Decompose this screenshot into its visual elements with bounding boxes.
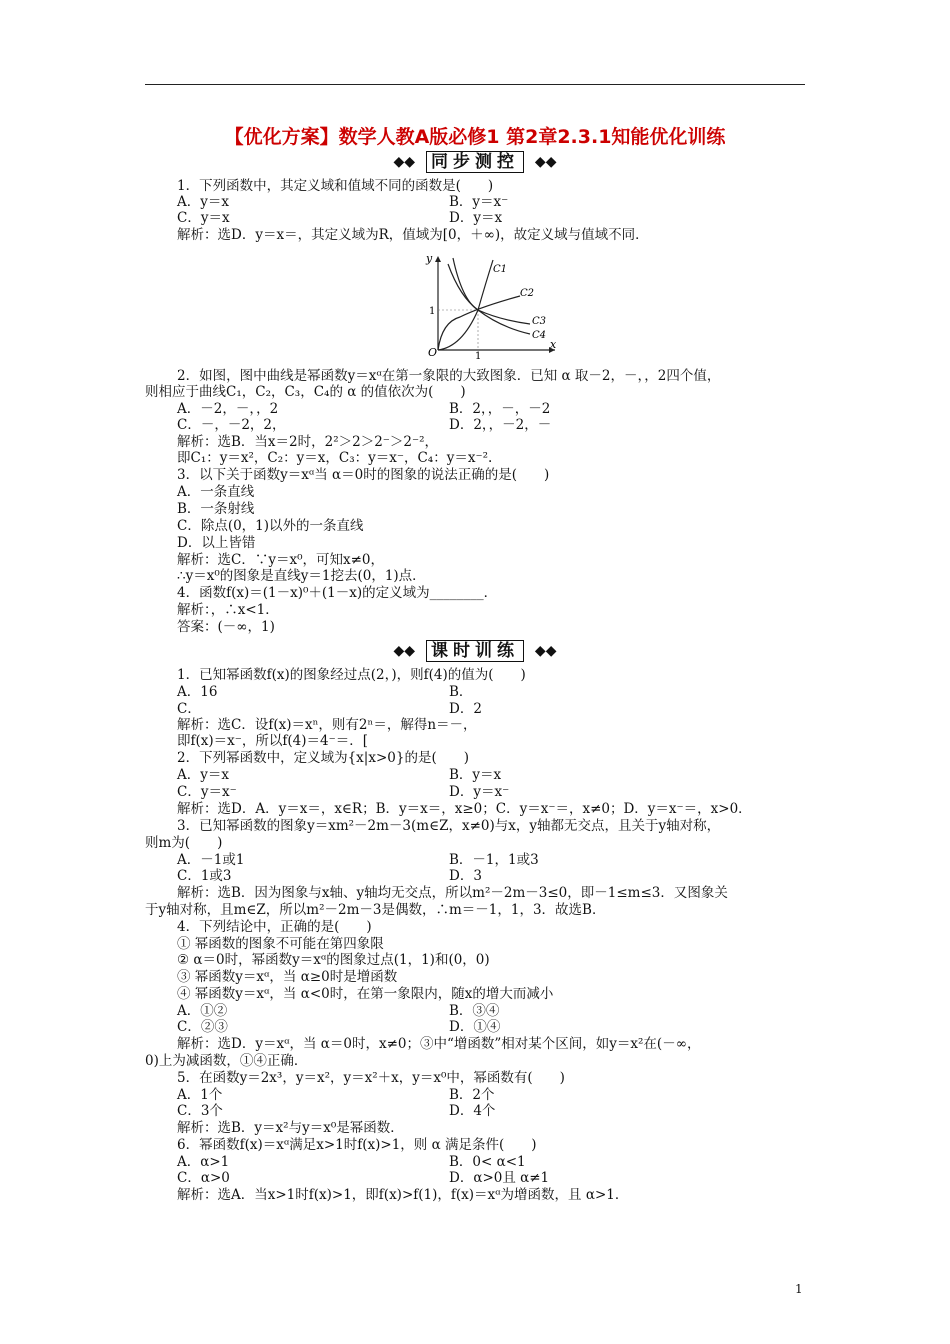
option-d: D．①④ [449,1019,501,1035]
option-c: C．除点(0，1)以外的一条直线 [177,518,364,534]
question-stem: 则相应于曲线C₁，C₂，C₃，C₄的 α 的值依次为( ) [145,384,466,400]
question-stem: 3．已知幂函数的图象y＝xm²－2m－3(m∈Z，x≠0)与x，y轴都无交点，且关于y轴对称， [177,818,721,834]
y-tick-label: 1 [429,306,436,317]
page-number: 1 [795,1282,803,1296]
option-a: A．①② [177,1003,228,1019]
curve-label-c1: C1 [493,264,508,275]
option-c: C．②③ [177,1019,228,1035]
option-c: C．1或3 [177,868,232,884]
answer-text: 答案：(－∞，1) [177,619,275,635]
option-c: C．y＝x [177,210,230,226]
option-d: D．3 [449,868,482,884]
statement-4: ④ 幂函数y＝xᵅ，当 α<0时，在第一象限内，随x的增大而减小 [177,986,554,1002]
question-stem: 3．以下关于函数y＝xᵅ当 α＝0时的图象的说法正确的是( ) [177,467,550,483]
diamond-icon: ◆◆ [534,154,557,170]
section-banner-homework [0,640,950,662]
statement-2: ② α＝0时，幂函数y＝xᵅ的图象过点(1，1)和(0，0) [177,952,490,968]
question-stem: 6．幂函数f(x)＝xᵅ满足x>1时f(x)>1，则 α 满足条件( ) [177,1137,537,1153]
option-d: D．2 [449,701,482,717]
x-axis-label: x [550,338,557,351]
curve-label-c2: C2 [520,288,535,299]
option-b: B．2个 [449,1087,495,1103]
analysis-text: 解析：选B．当x＝2时，2²＞2＞2⁻＞2⁻²， [177,434,439,450]
statement-3: ③ 幂函数y＝xᵅ，当 α≥0时是增函数 [177,969,398,985]
question-stem: 4．函数f(x)＝(1－x)⁰＋(1－x)的定义域为________． [177,585,498,601]
option-b: B．2，，－，－2 [449,401,551,417]
option-c: C．α>0 [177,1170,230,1186]
option-c: C．－，－2，2， [177,417,286,433]
option-a: A．y＝x [177,194,229,210]
analysis-text: 于y轴对称，且m∈Z，所以m²－2m－3是偶数，∴m＝－1，1，3．故选B． [145,902,606,918]
section-label: 同步测控 [426,151,524,173]
option-d: D．4个 [449,1103,496,1119]
analysis-text: 解析：选D．y＝xᵅ，当 α＝0时，x≠0；③中“增函数”相对某个区间，如y＝x²在(－∞， [177,1036,701,1052]
diamond-icon: ◆◆ [393,643,416,659]
option-a: A．一条直线 [177,484,255,500]
analysis-text: ∴y＝x⁰的图象是直线y＝1挖去(0，1)点． [177,568,426,584]
option-c: C．3个 [177,1103,223,1119]
option-a: A．16 [177,684,218,700]
option-d: D．y＝x⁻ [449,784,510,800]
analysis-text: 解析：选B．因为图象与x轴、y轴均无交点，所以m²－2m－3≤0，即－1≤m≤3．又图象关 [177,885,728,901]
curve-c2 [438,296,520,350]
curve-label-c3: C3 [532,316,547,327]
diamond-icon: ◆◆ [393,154,416,170]
analysis-text: 即C₁：y＝x²，C₂：y＝x，C₃：y＝x⁻，C₄：y＝x⁻². [177,450,493,466]
analysis-text: 解析：选D．A．y＝x＝，x∈R；B．y＝x＝，x≥0；C．y＝x⁻＝，x≠0；D．y＝x⁻＝，x>0． [177,801,752,817]
curve-c1 [438,260,493,350]
analysis-text: 0)上为减函数，①④正确． [145,1053,308,1069]
option-a: A．－1或1 [177,852,245,868]
statement-1: ① 幂函数的图象不可能在第四象限 [177,936,384,952]
analysis-text: 解析：，∴x<1． [177,602,279,618]
document-title: 【优化方案】数学人教A版必修1 第2章2.3.1知能优化训练 [224,126,726,148]
option-b: B．y＝x [449,767,502,783]
option-d: D．2，，－2，－ [449,417,552,433]
question-stem: 2．如图，图中曲线是幂函数y＝xᵅ在第一象限的大致图象．已知 α 取－2，－，，2四个值， [177,368,721,384]
option-d: D．y＝x [449,210,503,226]
option-d: D．α>0且 α≠1 [449,1170,550,1186]
question-stem: 1．已知幂函数f(x)的图象经过点(2，)，则f(4)的值为( ) [177,667,526,683]
question-stem: 2．下列幂函数中，定义域为{x|x>0}的是( ) [177,750,469,766]
analysis-text: 解析：选B．y＝x²与y＝x⁰是幂函数． [177,1120,404,1136]
x-tick-label: 1 [475,351,482,360]
origin-label: O [428,346,438,359]
option-b: B．y＝x⁻ [449,194,509,210]
option-a: A．α>1 [177,1154,230,1170]
analysis-text: 解析：选A．当x>1时f(x)>1，即f(x)>f(1)，f(x)＝xᵅ为增函数，且 α>1． [177,1187,629,1203]
section-label: 课时训练 [426,640,524,662]
option-c: C．y＝x⁻ [177,784,237,800]
question-stem: 1．下列函数中，其定义域和值域不同的函数是( ) [177,178,494,194]
analysis-text: 解析：选C．∵y＝x⁰，可知x≠0， [177,552,384,568]
option-b: B．一条射线 [177,501,255,517]
option-b: B．③④ [449,1003,500,1019]
y-axis-label: y [426,252,433,265]
option-b: B．0< α<1 [449,1154,526,1170]
option-d: D．以上皆错 [177,535,256,551]
analysis-text: 解析：选C．设f(x)＝xⁿ，则有2ⁿ＝，解得n＝－， [177,717,477,733]
question-stem: 5．在函数y＝2x³，y＝x²，y＝x²＋x，y＝x⁰中，幂函数有( ) [177,1070,565,1086]
option-b: B．－1，1或3 [449,852,539,868]
diamond-icon: ◆◆ [534,643,557,659]
option-c: C． [177,701,201,717]
analysis-text: 即f(x)＝x⁻，所以f(4)＝4⁻＝．[ [177,733,368,749]
header-rule [145,84,805,85]
power-function-figure [420,252,560,360]
question-stem: 4．下列结论中，正确的是( ) [177,919,372,935]
analysis-text: 解析：选D．y＝x＝，其定义域为R，值域为[0，＋∞)，故定义域与值域不同． [177,227,649,243]
option-a: A．1个 [177,1087,223,1103]
option-b: B． [449,684,473,700]
option-a: A．－2，－，，2 [177,401,279,417]
curve-label-c4: C4 [532,330,547,341]
section-banner-sync [0,151,950,173]
option-a: A．y＝x [177,767,229,783]
question-stem: 则m为( ) [145,835,223,851]
